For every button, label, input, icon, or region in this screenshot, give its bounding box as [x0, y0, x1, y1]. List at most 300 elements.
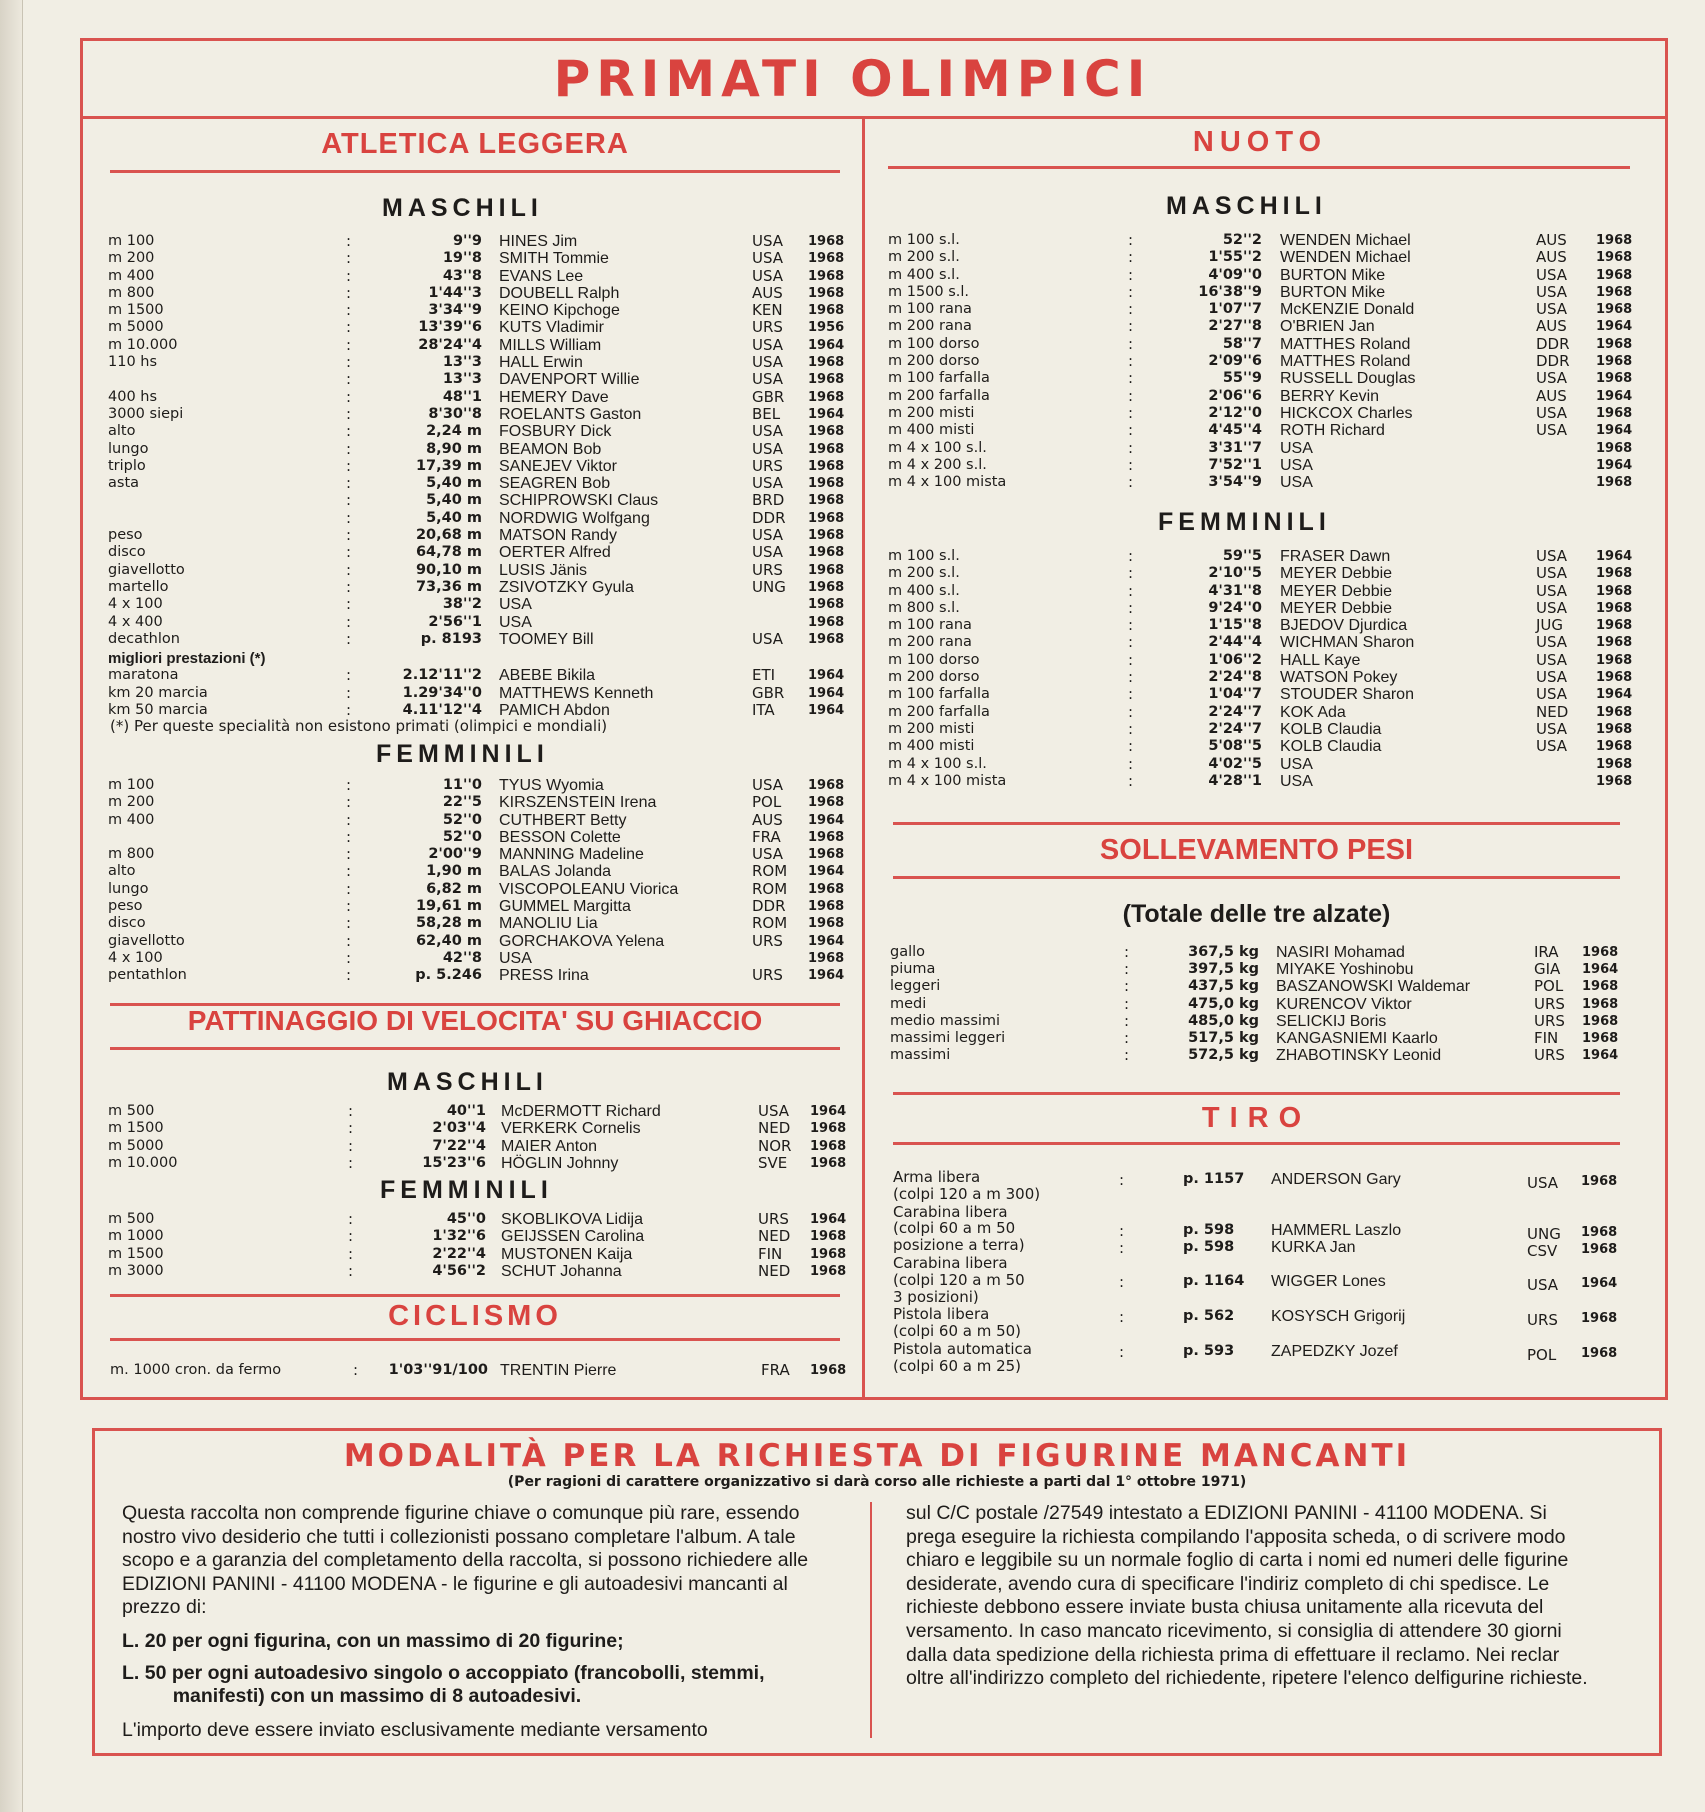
request-left-column	[122, 1502, 837, 1742]
record-mark: 1'03''91/100	[388, 1362, 488, 1378]
record-event: m 4 x 100 s.l.	[888, 439, 987, 456]
record-nation: ETI	[752, 666, 776, 685]
record-colon: :	[346, 266, 352, 285]
record-athlete: NORDWIG Wolfgang	[499, 509, 650, 527]
record-athlete: PAMICH Abdon	[499, 701, 610, 719]
record-mark: 40''1	[446, 1103, 486, 1119]
record-colon: :	[1128, 685, 1134, 704]
record-colon: :	[348, 1136, 354, 1155]
record-mark: 4'02''5	[1208, 755, 1262, 772]
record-mark: p. 8193	[420, 630, 482, 647]
shooting-event-line: 3 posizioni)	[893, 1287, 979, 1306]
record-event: m 1500	[108, 1120, 164, 1137]
record-colon: :	[1128, 369, 1134, 388]
record-row	[890, 996, 1630, 1013]
record-colon: :	[346, 439, 352, 458]
record-colon: :	[346, 776, 352, 794]
record-nation: AUS	[1536, 231, 1567, 249]
record-nation: DDR	[752, 508, 786, 527]
record-event: alto	[108, 863, 136, 880]
record-athlete: SANEJEV Viktor	[499, 457, 617, 475]
record-event: m 1500 s.l.	[888, 283, 970, 300]
record-event: medio massimi	[890, 1012, 1001, 1029]
record-colon: :	[1128, 616, 1134, 635]
record-athlete: USA	[499, 613, 532, 631]
record-nation: URS	[758, 1210, 789, 1228]
record-event: m 100	[108, 233, 155, 249]
record-nation: KEN	[752, 301, 783, 320]
record-mark: 55''9	[1222, 370, 1262, 387]
record-mark: 1,90 m	[426, 863, 482, 880]
record-event: m 400	[108, 267, 155, 284]
record-mark: p. 5.246	[415, 967, 482, 984]
record-athlete: WATSON Pokey	[1280, 669, 1398, 687]
record-athlete: WICHMAN Sharon	[1280, 634, 1415, 652]
record-athlete: SKOBLIKOVA Lidija	[501, 1211, 643, 1228]
record-mark: 8'30''8	[428, 405, 482, 422]
record-athlete: SMITH Tommie	[499, 250, 609, 268]
record-athlete: USA	[1280, 474, 1313, 492]
record-year: 1964	[808, 968, 845, 984]
record-colon: :	[1124, 960, 1130, 979]
record-athlete: SCHIPROWSKI Claus	[499, 492, 659, 510]
record-athlete: McDERMOTT Richard	[501, 1103, 661, 1120]
record-event: 400 hs	[108, 388, 158, 405]
record-athlete: FOSBURY Dick	[499, 423, 612, 441]
record-row	[890, 944, 1630, 961]
record-athlete: HAMMERL Laszlo	[1271, 1221, 1402, 1239]
record-colon: :	[346, 456, 352, 475]
record-athlete: MIYAKE Yoshinobu	[1276, 961, 1414, 979]
record-event: m 400 misti	[888, 422, 975, 439]
record-colon: :	[1128, 702, 1134, 721]
record-event: pentathlon	[108, 967, 187, 984]
record-colon: :	[1119, 1171, 1125, 1189]
record-nation: USA	[752, 526, 784, 545]
record-mark: 2'03''4	[432, 1120, 486, 1137]
record-row	[890, 1030, 1630, 1047]
record-mark: 22''5	[442, 794, 482, 811]
record-athlete: McKENZIE Donald	[1280, 301, 1415, 319]
record-mark: 2'06''6	[1208, 387, 1262, 404]
record-nation: USA	[752, 845, 784, 864]
record-athlete: ZHABOTINSKY Leonid	[1276, 1047, 1442, 1065]
record-nation: USA	[1536, 668, 1568, 687]
record-row	[108, 933, 848, 950]
record-event: m 800	[108, 846, 155, 863]
record-mark: 4.11'12''4	[402, 701, 482, 718]
record-year: 1968	[1582, 979, 1619, 995]
record-colon: :	[346, 612, 352, 631]
record-mark: p. 593	[1183, 1343, 1235, 1359]
record-athlete: USA	[1280, 772, 1313, 790]
weightlifting-rule-top	[893, 822, 1620, 825]
record-year: 1968	[1582, 1013, 1619, 1029]
record-event: m 200 rana	[888, 318, 972, 335]
record-row	[108, 846, 848, 863]
record-mark: 4'45''4	[1208, 422, 1262, 439]
record-nation: FIN	[1534, 1028, 1559, 1047]
record-year: 1968	[1581, 1224, 1618, 1240]
record-year: 1968	[1582, 945, 1619, 960]
record-year: 1968	[808, 355, 845, 371]
record-colon: :	[1128, 317, 1134, 336]
record-nation: USA	[1536, 650, 1568, 669]
record-athlete: SEAGREN Bob	[499, 475, 611, 493]
record-event: m 200 s.l.	[888, 565, 960, 582]
record-year: 1968	[808, 493, 845, 509]
record-event: m 500	[108, 1211, 155, 1227]
record-event: piuma	[890, 961, 936, 978]
record-mark: 1'07''7	[1208, 301, 1262, 318]
record-year: 1964	[810, 1212, 847, 1227]
record-year: 1968	[810, 1263, 847, 1279]
athletics-men-heading: MASCHILI	[382, 194, 543, 222]
record-row	[888, 633, 1633, 652]
record-mark: 58,28 m	[415, 915, 482, 932]
record-year: 1968	[1596, 233, 1633, 248]
record-year: 1964	[1596, 457, 1633, 473]
record-colon: :	[1128, 668, 1134, 687]
record-row	[890, 961, 1630, 978]
record-mark: 2'44''4	[1208, 634, 1262, 651]
record-nation: FRA	[761, 1361, 790, 1379]
record-year: 1968	[810, 1138, 847, 1154]
record-nation: USA	[1536, 547, 1568, 565]
shooting-event-line: Carabina libera	[893, 1202, 1008, 1221]
record-mark: 52''2	[1222, 232, 1262, 248]
record-mark: 437,5 kg	[1188, 978, 1259, 995]
record-row	[108, 233, 848, 250]
record-year: 1968	[1596, 721, 1633, 737]
record-athlete: WENDEN Michael	[1280, 232, 1411, 249]
record-nation: USA	[758, 1102, 790, 1120]
record-mark: 5,40 m	[426, 509, 482, 526]
best-performances-label: migliori prestazioni (*)	[108, 650, 266, 667]
record-colon: :	[346, 914, 352, 933]
record-mark: 2'09''6	[1208, 353, 1262, 370]
record-mark: 3'34''9	[428, 302, 482, 319]
record-nation: USA	[752, 474, 784, 493]
record-athlete: TRENTIN Pierre	[500, 1362, 617, 1379]
record-event: m 4 x 100 s.l.	[888, 755, 987, 772]
record-year: 1964	[1582, 962, 1619, 978]
record-nation: USA	[752, 776, 784, 794]
record-event: m 200 rana	[888, 634, 972, 651]
record-athlete: MAIER Anton	[501, 1137, 598, 1155]
record-colon: :	[346, 810, 352, 829]
record-event: asta	[108, 475, 140, 492]
record-nation: USA	[752, 266, 784, 285]
record-year: 1968	[808, 562, 845, 578]
record-year: 1968	[1596, 618, 1633, 634]
record-nation: DDR	[752, 897, 786, 916]
record-row	[888, 231, 1633, 249]
record-row	[108, 1120, 848, 1137]
record-athlete: VERKERK Cornelis	[501, 1120, 641, 1138]
shooting-event-line: (colpi 60 a m 50)	[893, 1322, 1022, 1341]
record-mark: 58''7	[1222, 335, 1262, 352]
record-event: m 800 s.l.	[888, 599, 960, 616]
record-colon: :	[346, 283, 352, 302]
record-mark: 2,24 m	[426, 423, 482, 440]
record-athlete: USA	[1280, 439, 1313, 457]
record-row	[108, 354, 848, 371]
record-row	[108, 510, 848, 527]
cycling-title: CICLISMO	[388, 1300, 562, 1332]
record-mark: 62,40 m	[415, 932, 482, 949]
record-colon: :	[1128, 334, 1134, 353]
record-athlete: KIRSZENSTEIN Irena	[499, 794, 657, 812]
record-colon: :	[1124, 943, 1130, 961]
record-mark: 28'24''4	[418, 336, 482, 353]
record-mark: 572,5 kg	[1188, 1047, 1259, 1064]
record-athlete: HALL Kaye	[1280, 651, 1361, 669]
record-colon: :	[1128, 438, 1134, 457]
record-event: m 100 rana	[888, 617, 972, 634]
record-colon: :	[346, 526, 352, 545]
skating-men-records	[108, 1103, 848, 1172]
record-mark: 2'22''4	[432, 1245, 486, 1262]
record-athlete: BASZANOWSKI Waldemar	[1276, 978, 1471, 996]
record-athlete: MEYER Debbie	[1280, 599, 1393, 617]
record-athlete: BESSON Colette	[499, 828, 621, 846]
record-nation: GBR	[752, 387, 785, 406]
record-row	[108, 492, 848, 509]
record-nation: USA	[1536, 300, 1568, 319]
shooting-event-line: (colpi 60 a m 25)	[893, 1356, 1022, 1375]
record-row	[888, 282, 1633, 301]
record-mark: 7'22''4	[432, 1137, 486, 1154]
record-row	[108, 667, 848, 684]
record-nation: ROM	[752, 879, 788, 898]
record-row	[888, 581, 1633, 600]
record-mark: 2'12''0	[1208, 404, 1262, 421]
athletics-title: ATLETICA LEGGERA	[321, 128, 629, 160]
record-mark: p. 1164	[1183, 1273, 1245, 1289]
record-event: m 100 dorso	[888, 335, 980, 352]
record-nation: AUS	[1536, 248, 1567, 267]
record-athlete: BALAS Jolanda	[499, 863, 612, 881]
record-colon: :	[1119, 1273, 1125, 1291]
record-athlete: KOLB Claudia	[1280, 738, 1382, 756]
record-year: 1968	[1596, 670, 1633, 686]
record-year: 1968	[808, 528, 845, 544]
skating-rule-bottom	[110, 1047, 840, 1050]
record-event: leggeri	[890, 978, 941, 995]
record-colon: :	[1119, 1308, 1125, 1327]
record-event: m 1500	[108, 1245, 164, 1262]
weightlifting-rule-bottom	[893, 876, 1620, 879]
record-athlete: USA	[1280, 755, 1313, 773]
record-mark: 1'06''2	[1208, 651, 1262, 668]
record-athlete: KURENCOV Viktor	[1276, 995, 1412, 1013]
record-mark: 52''0	[442, 811, 482, 828]
shooting-event-line: (colpi 120 a m 50	[893, 1270, 1025, 1289]
record-year: 1968	[1596, 440, 1633, 456]
record-athlete: MATSON Randy	[499, 527, 617, 545]
record-year: 1968	[1596, 739, 1633, 755]
record-athlete: BERRY Kevin	[1280, 387, 1380, 405]
record-row	[888, 334, 1633, 353]
record-nation: NOR	[758, 1136, 792, 1155]
record-mark: 1'32''6	[432, 1228, 486, 1245]
record-athlete: DOUBELL Ralph	[499, 284, 620, 302]
record-year: 1968	[810, 1121, 847, 1137]
record-year: 1968	[808, 916, 845, 932]
shooting-event-line: (colpi 120 a m 300)	[893, 1184, 1041, 1203]
record-nation: URS	[1534, 1011, 1565, 1030]
record-athlete: HÖGLIN Johnny	[501, 1154, 619, 1172]
record-athlete: HEMERY Dave	[499, 388, 609, 406]
record-mark: 2.12'11''2	[402, 667, 482, 684]
record-colon: :	[346, 827, 352, 846]
record-event: m 400	[108, 811, 155, 828]
record-row	[108, 794, 848, 811]
record-year: 1968	[808, 424, 845, 440]
record-athlete: KEINO Kipchoge	[499, 302, 620, 320]
title-rule	[82, 116, 1666, 119]
record-colon: :	[346, 387, 352, 406]
record-colon: :	[1128, 650, 1134, 669]
record-event: m 4 x 200 s.l.	[888, 456, 987, 473]
record-year: 1968	[808, 268, 845, 284]
record-row	[888, 650, 1633, 669]
record-nation: USA	[1536, 719, 1568, 738]
record-row	[108, 1228, 848, 1245]
record-row	[890, 978, 1630, 995]
record-row	[888, 754, 1633, 773]
record-event: m 10.000	[108, 1154, 178, 1171]
record-mark: 15'23''6	[422, 1154, 486, 1171]
record-mark: p. 598	[1183, 1221, 1235, 1238]
record-colon: :	[348, 1227, 354, 1246]
record-year: 1968	[808, 545, 845, 561]
record-year: 1964	[1596, 319, 1633, 335]
record-nation: USA	[1527, 1276, 1559, 1294]
record-year: 1964	[1596, 388, 1633, 404]
record-colon: :	[346, 683, 352, 702]
record-colon: :	[346, 897, 352, 916]
record-athlete: MEYER Debbie	[1280, 582, 1393, 600]
record-nation: UNG	[1527, 1224, 1561, 1243]
record-nation: USA	[1536, 265, 1568, 284]
record-athlete: GORCHAKOVA Yelena	[499, 932, 665, 950]
record-colon: :	[346, 508, 352, 527]
record-athlete: BURTON Mike	[1280, 283, 1386, 301]
record-nation: USA	[1536, 685, 1568, 704]
record-event: m 400 s.l.	[888, 582, 960, 599]
album-binding	[0, 0, 23, 1812]
record-athlete: BURTON Mike	[1280, 266, 1386, 284]
record-row	[108, 544, 848, 561]
record-row	[108, 685, 848, 702]
record-nation: NED	[758, 1119, 791, 1138]
record-colon: :	[348, 1153, 354, 1172]
record-row	[888, 719, 1633, 738]
record-colon: :	[1128, 352, 1134, 371]
record-event: m 100 s.l.	[888, 232, 960, 248]
record-row	[108, 1263, 848, 1280]
record-year: 1964	[808, 812, 845, 828]
record-athlete: WIGGER Lones	[1271, 1273, 1386, 1290]
record-colon: :	[1124, 1046, 1130, 1065]
record-row	[108, 1138, 848, 1155]
record-colon: :	[1128, 633, 1134, 652]
record-nation: URS	[752, 931, 783, 950]
record-mark: 13'39''6	[418, 319, 482, 336]
record-colon: :	[346, 318, 352, 337]
record-row	[108, 337, 848, 354]
record-event: massimi leggeri	[890, 1029, 1006, 1046]
record-nation: POL	[752, 793, 782, 812]
record-mark: 2'24''7	[1208, 703, 1262, 720]
record-mark: 517,5 kg	[1188, 1029, 1259, 1046]
record-athlete: MEYER Debbie	[1280, 565, 1393, 583]
record-event: lungo	[108, 440, 149, 457]
record-colon: :	[348, 1102, 354, 1120]
record-row	[888, 473, 1633, 492]
record-athlete: EVANS Lee	[499, 267, 584, 285]
record-athlete: ZAPEDZKY Jozef	[1271, 1343, 1398, 1360]
record-nation: POL	[1534, 977, 1564, 996]
swimming-men-records	[888, 231, 1633, 492]
record-nation: NED	[758, 1261, 791, 1280]
record-mark: 42''8	[442, 949, 482, 966]
record-row	[108, 268, 848, 285]
record-nation: URS	[752, 318, 783, 337]
record-event: gallo	[890, 944, 926, 960]
record-year: 1968	[1596, 566, 1633, 582]
record-athlete: ZSIVOTZKY Gyula	[499, 578, 634, 596]
record-year: 1956	[808, 320, 845, 336]
record-year: 1968	[1581, 1174, 1618, 1189]
record-athlete: RUSSELL Douglas	[1280, 370, 1416, 388]
record-colon: :	[1128, 248, 1134, 267]
record-athlete: ROELANTS Gaston	[499, 405, 642, 423]
record-year: 1968	[810, 1246, 847, 1262]
record-row	[888, 564, 1633, 583]
record-nation: USA	[752, 370, 784, 389]
record-athlete: KOLB Claudia	[1280, 720, 1382, 738]
record-event: peso	[108, 898, 143, 915]
record-event: km 50 marcia	[108, 701, 208, 718]
record-event: 110 hs	[108, 354, 158, 371]
record-colon: :	[1128, 473, 1134, 492]
record-mark: 2'10''5	[1208, 565, 1262, 582]
record-colon: :	[1128, 598, 1134, 617]
record-event: m 4 x 100 mista	[888, 474, 1007, 491]
skating-women-heading: FEMMINILI	[380, 1176, 553, 1204]
record-event: m 5000	[108, 319, 164, 336]
record-colon: :	[346, 793, 352, 812]
record-colon: :	[1124, 1011, 1130, 1030]
record-mark: 485,0 kg	[1188, 1012, 1259, 1029]
record-event: m 200 farfalla	[888, 387, 990, 404]
record-athlete: ABEBE Bikila	[499, 667, 596, 685]
record-nation: POL	[1527, 1346, 1557, 1364]
record-colon: :	[1119, 1238, 1125, 1257]
record-athlete: ROTH Richard	[1280, 422, 1385, 440]
record-row	[108, 579, 848, 596]
record-row	[108, 1103, 848, 1120]
record-event: m 200	[108, 250, 155, 267]
record-athlete: MATTHES Roland	[1280, 353, 1411, 371]
record-colon: :	[1124, 1028, 1130, 1047]
record-nation: FIN	[758, 1244, 783, 1263]
record-colon: :	[1128, 564, 1134, 583]
record-mark: 73,36 m	[415, 578, 482, 595]
